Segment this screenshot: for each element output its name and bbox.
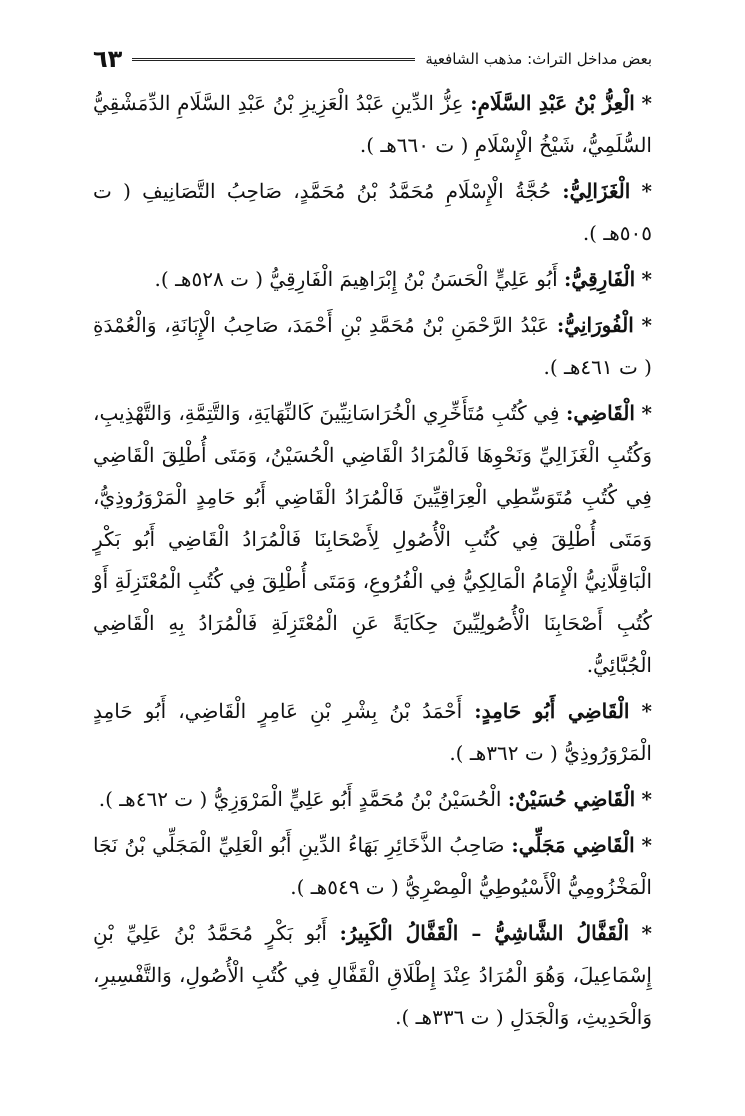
entry-text: عِزُّ الدِّينِ عَبْدُ الْعَزِيزِ بْنُ عَبْدِ السَّلَامِ الدِّمَشْقِيُّ السُّلَمِيُّ، شَيْخُ الْإِسْلَامِ ( ت ٦٦٠هـ ). (93, 91, 652, 157)
entry-term: الْقَاضِي: (566, 401, 635, 425)
entry-term: الْفُورَانِيُّ: (556, 313, 634, 337)
entry-bullet: * (641, 313, 652, 337)
entry-term: الْعِزُّ بْنُ عَبْدِ السَّلَامِ: (470, 91, 635, 115)
entry-bullet: * (641, 267, 652, 291)
entry-text: عَبْدُ الرَّحْمَنِ بْنُ مُحَمَّدِ بْنِ أَحْمَدَ، صَاحِبُ الْإِبَانَةِ، وَالْعُمْدَةِ ( ت ٤٦١هـ ). (93, 313, 652, 379)
page-body (93, 82, 652, 1106)
entry-term: الْفَارِقِيُّ: (564, 267, 636, 291)
entry-qadi (93, 392, 652, 686)
entry-text: الْحُسَيْنُ بْنُ مُحَمَّدٍ أَبُو عَلِيٍّ الْمَرْوَزِيُّ ( ت ٤٦٢هـ ). (98, 787, 502, 811)
entry-bullet: * (641, 787, 652, 811)
entry-qadi-abu-hamid (93, 690, 652, 774)
entry-text: أَحْمَدُ بْنُ بِشْرِ بْنِ عَامِرٍ الْقَاضِي، أَبُو حَامِدٍ الْمَرْوَرُوذِيُّ ( ت ٣٦٢هـ ). (93, 699, 652, 765)
entry-qadi-mujalli (93, 824, 652, 908)
page-header (93, 42, 652, 76)
entry-text: أَبُو عَلِيٍّ الْحَسَنُ بْنُ إِبْرَاهِيمَ الْفَارِقِيُّ ( ت ٥٢٨هـ ). (154, 267, 558, 291)
entry-bullet: * (641, 91, 653, 115)
entry-text: حُجَّةُ الْإِسْلَامِ مُحَمَّدُ بْنُ مُحَمَّدٍ، صَاحِبُ التَّصَانِيفِ ( ت ٥٠٥هـ ). (93, 179, 652, 245)
entry-bullet: * (641, 699, 653, 723)
entry-term: الْغَزَالِيُّ: (562, 179, 631, 203)
entry-furani (93, 304, 652, 388)
entry-qadi-husayn (93, 778, 652, 820)
entry-text: صَاحِبُ الذَّخَائِرِ بَهَاءُ الدِّينِ أَبُو الْعَلِيِّ الْمَجَلِّي بْنُ نَجَا الْمَخْزُومِيُّ الْأَسْيُوطِيُّ الْمِصْرِيُّ ( ت ٥٤٩هـ ). (93, 833, 652, 899)
header-divider (132, 58, 415, 61)
entry-text: أَبُو بَكْرٍ مُحَمَّدُ بْنُ عَلِيِّ بْنِ إِسْمَاعِيلَ، وَهُوَ الْمُرَادُ عِنْدَ إِطْلَاقِ الْقَفَّالِ فِي كُتُبِ الْأُصُولِ، وَالتَّفْسِيرِ، وَالْحَدِيثِ، وَالْجَدَلِ ( ت ٣٣٦هـ ). (93, 921, 652, 1029)
entry-text: فِي كُتُبِ مُتَأَخِّرِي الْخُرَاسَانِيِّينَ كَالنِّهَايَةِ، وَالتَّتِمَّةِ، وَالتَّهْذِيبِ، وَكُتُبِ الْغَزَالِيِّ وَنَحْوِهَا فَالْمُرَادُ الْقَاضِي الْحُسَيْنُ، وَمَتَى أُطْلِقَ الْقَاضِي فِي كُتُبِ مُتَوَسِّطِي الْعِرَاقِيِّينَ فَالْمُرَادُ الْقَاضِي أَبُو حَامِدٍ الْمَرْوَرُوذِيُّ، وَمَتَى أُطْلِقَ فِي كُتُبِ الْأُصُولِ لِأَصْحَابِنَا فَالْمُرَادُ الْقَاضِي أَبُو بَكْرٍ الْبَاقِلَّانِيُّ الْإِمَامُ الْمَالِكِيُّ فِي الْفُرُوعِ، وَمَتَى أُطْلِقَ فِي كُتُبِ الْمُعْتَزِلَةِ أَوْ كُتُبِ أَصْحَابِنَا الْأُصُولِيِّينَ حِكَايَةً عَنِ الْمُعْتَزِلَةِ فَالْمُرَادُ بِهِ الْقَاضِي الْجُبَّائِيُّ. (93, 401, 652, 677)
entry-bullet: * (641, 401, 653, 425)
entry-term: الْقَاضِي مَجَلِّي: (511, 833, 635, 857)
entry-qaffal-shashi (93, 912, 652, 1038)
entry-ghazali (93, 170, 652, 254)
entry-bullet: * (641, 179, 653, 203)
running-title: بعض مداخل التراث: مذهب الشافعية (425, 50, 652, 68)
entry-izz-ibn-abd-al-salam (93, 82, 652, 166)
entry-bullet: * (641, 921, 652, 945)
entry-bullet: * (641, 833, 652, 857)
page-number: ٦٣ (93, 45, 123, 73)
entry-term: الْقَاضِي أَبُو حَامِدٍ: (474, 699, 630, 723)
entry-fariqi (93, 258, 652, 300)
entry-term: الْقَاضِي حُسَيْنٌ: (507, 787, 636, 811)
entry-term: الْقَفَّالُ الشَّاشِيُّ – الْقَفَّالُ الْكَبِيرُ: (339, 921, 630, 945)
